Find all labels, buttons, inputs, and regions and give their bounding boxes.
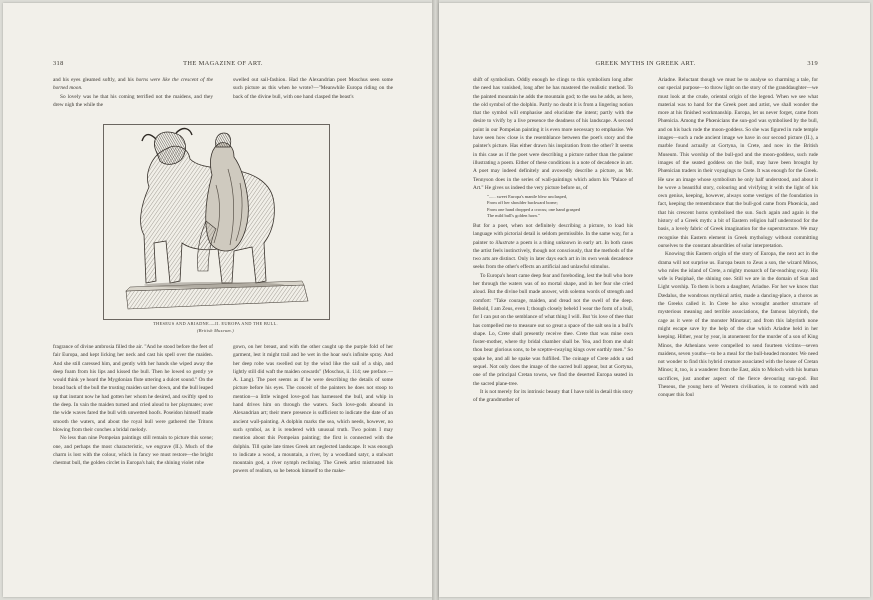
page-number-right: 319 bbox=[807, 60, 818, 67]
paragraph-text: To Europa's heart came deep fear and foreboding, lest the bull who bore her through the waters was of no mortal shape, and in her fear she cried aloud. But the divine bull made answer, with solemn words of strength and comfort: "Take courage, maiden, and dread not the swell of the deep. Behold, I am Zeus, even I; though closely beheld I wear the form of a bull, for I can put on the semblance of what thing I will. But 'tis love of thee that has compelled me to measure out so great a space of the salt sea in a bull's shape. Lo, Crete shall presently receive thee. Crete that was mine own foster-mother, where thy bridal chamber shall be. Yea, and from me shalt thou bear glorious sons, to be sceptre-swaying kings over earthly men." So spake he, and all he spake was fulfilled. The coinage of Crete adds a sad sequel. Not only does the image of the sacred bull appear, but at Gortyna, one of the principal Cretan towns, we find the deserted Europa seated in the sacred plane-tree. bbox=[473, 272, 633, 387]
quote-line: "...... sweet Europa's mantle blew unclasped, bbox=[487, 194, 568, 200]
paragraph-text: So lovely was he that his coming terrified not the maidens, and they drew nigh the while the bbox=[53, 93, 213, 108]
paragraph bbox=[233, 76, 393, 101]
left-page bbox=[3, 3, 432, 597]
paragraph-text: It is not merely for its intrinsic beauty that I have told in detail this story of the grandmother of bbox=[473, 388, 633, 404]
paragraph-text: shift of symbolism. Oddly enough he clings to this symbolism long after the need has vanished, long after he has mastered the realistic method. To the painted mountain he adds the mountain god; to the sea he adds, as here, the old symbol of the dolphin. Partly no doubt it is from a lingering notion that the symbol will emphasise and elucidate the intent; partly with the desire to vivify by a live presence the deadness of his landscape. A second point in our Pompeian painting it is even more necessary to emphasise. We have seen how close is the resemblance between the poet's story and the painter's picture. Has either drawn his inspiration from the other? It seems in this case as if the poet were describing a picture rather than the painter illustrating a poem. Either of these conditions is a note of decadence in art. A poet may indeed definitely and avowedly describe a picture, as Mr. Tennyson does in the series of wall-paintings which adorn his "Palace of Art." He gives us indeed the very picture before us, of bbox=[473, 77, 633, 191]
page-number-left: 318 bbox=[53, 60, 64, 67]
text-column-left-top-2 bbox=[233, 76, 393, 126]
figure-credit: (British Museum.) bbox=[196, 328, 235, 333]
quote-line: From off her shoulder backward borne; bbox=[487, 200, 558, 206]
column-text-after-quote bbox=[473, 222, 633, 405]
paragraph bbox=[53, 76, 213, 93]
paragraph-text: Ariadne. Reluctant though we must be to analyse so charming a tale, for our special purpose—to throw light on the story of the granddaughter—we must look at the crude, oriental origin of the legend. When we see what material was to hand for the Greek poet and artist, we shall wonder the more at his finished workmanship. Europa, let us never forget, came from Phœnicia. Among the Phœnicians the sun-god was symbolised by the bull, and on his back rode the moon-goddess. So she was figured in rude temple images—such a rude ancient image we have in our second picture (II.), a marble found actually at Gortyna, in Crete, and now in the British Museum. This worship of the bull-god and the moon-goddess, such rude images of the seated goddess on the bull, may have been brought by Phœnician traders in their voyagings to Crete. It was enough for the Greek. He saw an image whose symbolism he only half understood, and about it he wove a beautiful story, colouring and vivifying it with the light of his own genius, keeping, however, always some vestiges of the foundation in fact, keeping the remembrance that the bull-god came from Phœnicia, and that his crescent horns symbolised the sun. Such again and again is the history of a Greek myth: a bit of Eastern religion half understood for the basis, a lovely fabric of Greek imagination for the superstructure. We may recognise this Eastern element in Greek mythology without committing ourselves to the constant absurdities of solar interpretation. bbox=[658, 77, 818, 249]
paragraph-italic: illustrate bbox=[495, 239, 515, 246]
paragraph bbox=[658, 76, 818, 250]
text-column-left-1 bbox=[53, 343, 213, 583]
book-gutter bbox=[432, 0, 439, 600]
paragraph bbox=[473, 272, 633, 388]
paragraph-text: fold of her garment, lest it might trail and be wet in the hoar sea's infinite spray. And her deep robe was swelled out by the wind like the sail of a ship, and lightly still did waft the maiden onwards" (Moschus, ii. 114; see preface.—A. Lang). The poet seems as if he were describing the details of some picture before his eyes. The conceit of the painters he does not stoop to mention—a little winged love-god has harnessed the bull, and whip in hand drives him on through the waters. Such love-gods abound in Alexandrian art; their mere presence is sufficient to indicate the date of an ancient wall-painting. A dolphin marks the sea, which needs, however, no such symbol, as it is rendered with unusual truth. Two points I may mention about this Pompeian painting; the first is connected with the dolphin. Till quite late times Greek art neglected landscape. It was enough to indicate a wood, a mountain, a river, by a woodland satyr, a stalwart mountain god, a river nymph reclining. The Greek artist mistrusted his powers of realism, so he betook himself to the make- bbox=[233, 344, 393, 475]
paragraph-text: and his eyes gleamed softly, and his bbox=[53, 77, 136, 83]
text-column-right-2 bbox=[658, 76, 818, 581]
text-column-left-top-1 bbox=[53, 76, 213, 126]
running-title-right: GREEK MYTHS IN GREEK ART. bbox=[595, 60, 696, 67]
paragraph-text: But for a poet, when not definitely describing a picture, to load his language with pictorial detail is seldom permissible. In the same way, for a painter to bbox=[473, 222, 633, 246]
column-text-before-quote bbox=[473, 76, 633, 192]
paragraph bbox=[53, 434, 213, 467]
paragraph-text: swelled out sail-fashion. Had the Alexandrian poet Moschus seen some such picture as this when he wrote?—"Meanwhile Europa riding on the back of the divine bull, with one hand clasped the beast's bbox=[233, 77, 393, 100]
tennyson-quotation bbox=[487, 194, 627, 219]
engraving-europa-and-the-bull bbox=[103, 124, 330, 320]
quote-line: From one hand dropped a crocus; one hand grasped bbox=[487, 206, 580, 212]
bull-head bbox=[154, 132, 185, 164]
paragraph bbox=[658, 250, 818, 399]
statue-illustration bbox=[104, 125, 329, 319]
paragraph bbox=[473, 76, 633, 192]
paragraph-italic: horns were like the crescent of the horned moon. bbox=[53, 77, 213, 92]
paragraph bbox=[473, 222, 633, 272]
paragraph-text: Knowing this Eastern origin of the story of Europa, the next act in the drama will not surprise us. Europa bears to Zeus a son, the wizard Minos, who rules the island of Crete, a mighty monarch of far-reaching sway. His wife is Pasiphaë, the shining one. Still we are in the domain of Sun and Light worship. To them is born a daughter, Ariadne. For her we know that Dædalus, the wondrous mythical artist, made a dancing-place, a choros as the Greeks called it. In Crete he also wrought another structure of mysterious meaning and terrible associations, the famous labyrinth, the cage as it were of the monster Minotaur; and from this labyrinth none might escape save by the help of the clue which Ariadne held in her keeping. Hither, year by year, in atonement for the murder of a son of King Minos, the Athenians were compelled to send fourteen victims—seven maidens, seven youths—to be a meal for the bull-headed monster. We need not wonder to find this hybrid creature associated with the house of Cretan Minos; it, too, is a wanderer from the East, akin to Moloch with his human sacrifices, just another aspect of the fierce devouring sun-god. But Theseus, the young hero of Western civilisation, is to contend with and conquer this foul bbox=[658, 251, 818, 399]
paragraph-lead: gown, on her breast, and with the other caught up the purple bbox=[233, 344, 370, 350]
paragraph-tail: a poem is a thing unknown in early art. In both cases the artist feels instinctively, though not consciously, that the methods of the two arts are distinct. Only in later days each art in its own weak decadence seeks from the other's effects an artificial and unlawful stimulus. bbox=[473, 239, 633, 271]
paragraph-text: fragrance of divine ambrosia filled the air. "And he stood before the feet of fair Europa, and kept licking her neck and cast his spell over the maiden. And she still caressed him, and gently with her hands she wiped away the deep foam from his lips and kissed the bull. Then he lowed so gently ye would think ye heard the Mygdonian flute uttering a dulcet sound." On the broad back of the bull the trusting maiden sat her down, and the bull leaped up that instant now he had gotten her whom he desired, and swiftly sped to the deep. In vain the maiden turned and cried aloud to her playmates; over the wide waves fared the bull with unwetted hoofs. Poseidon himself made smooth the waters, and about the royal bull were gathered the Tritons blowing from their conches a bridal melody. bbox=[53, 344, 213, 433]
quote-line: The mild bull's golden horn." bbox=[487, 212, 540, 218]
right-page bbox=[439, 3, 870, 597]
running-title-left: THE MAGAZINE OF ART. bbox=[183, 60, 263, 67]
figure-caption: THESEUS AND ARIADNE.—II. EUROPA AND THE BULL. bbox=[153, 321, 278, 326]
paragraph-text: No less than nine Pompeian paintings still remain to picture this scene; one, and perhaps the most characteristic, we engrave (II.). Much of the charm is lost with the colour, which in fancy we must restore—the bright chestnut bull, the golden circlet in Europa's hair, the shining violet robe bbox=[53, 435, 213, 467]
text-column-left-2 bbox=[233, 343, 393, 583]
paragraph bbox=[53, 343, 213, 434]
text-column-right-1 bbox=[473, 76, 633, 581]
paragraph bbox=[473, 388, 633, 405]
paragraph bbox=[233, 343, 393, 476]
paragraph bbox=[53, 93, 213, 110]
